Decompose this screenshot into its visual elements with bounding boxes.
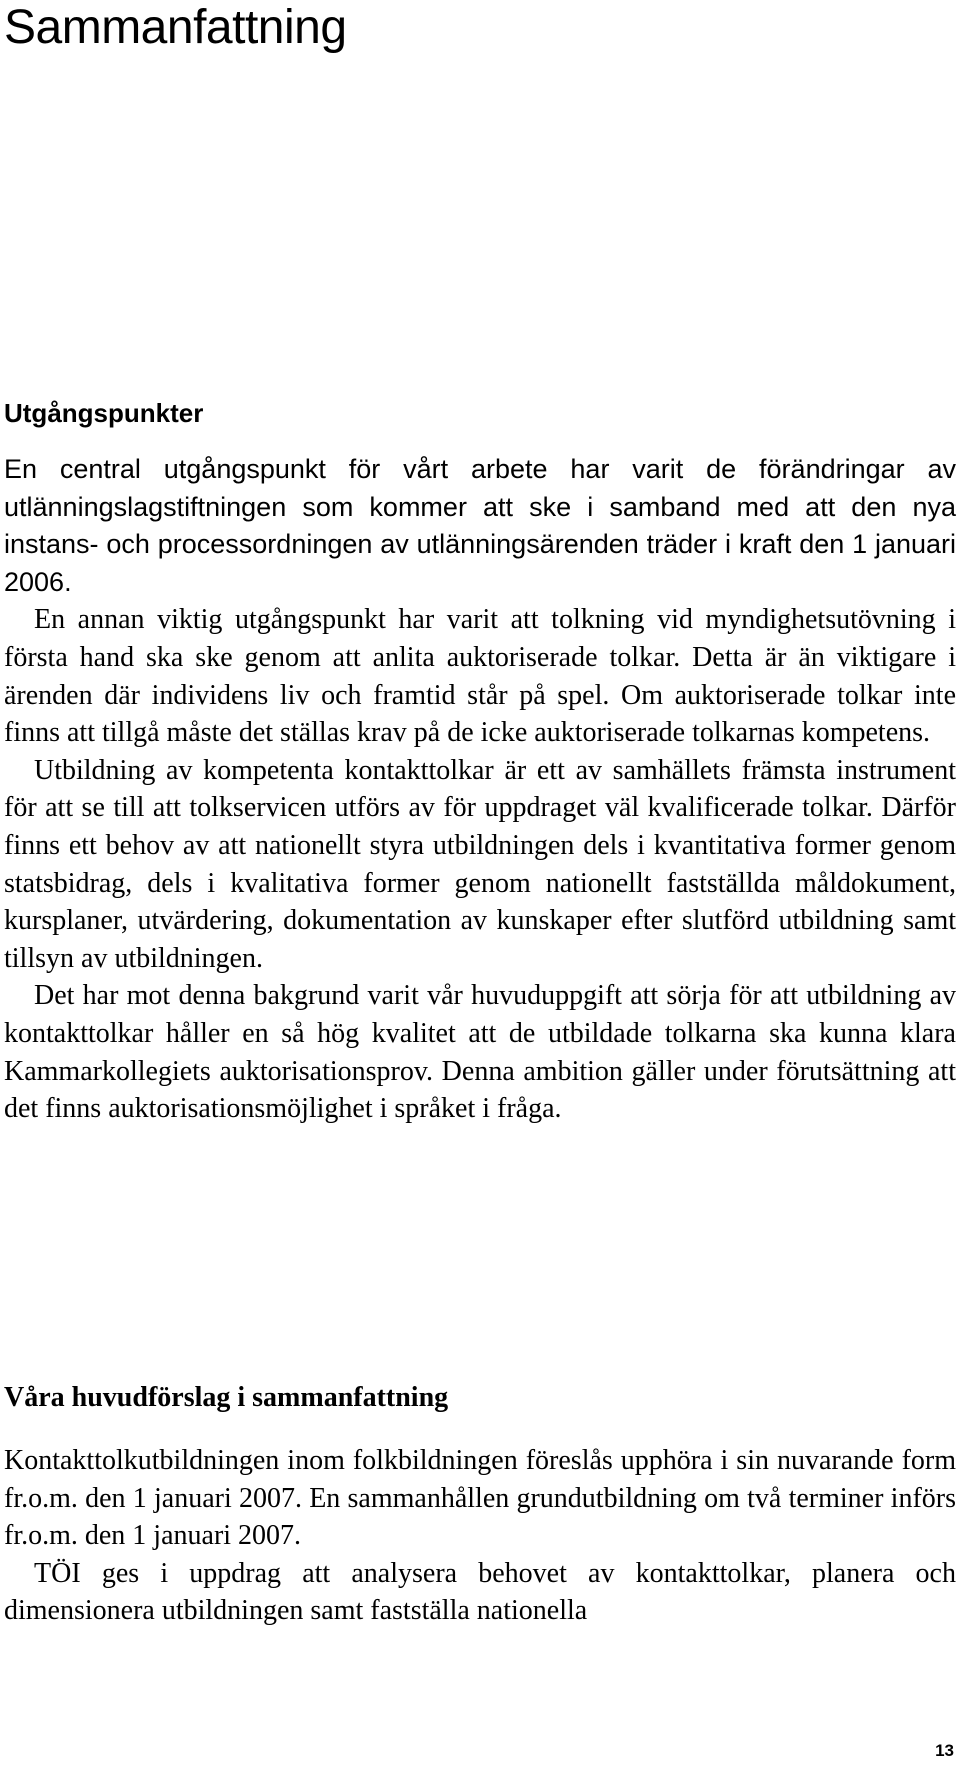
paragraph [4,451,956,601]
section-heading-utgangspunkter: Utgångspunkter [4,398,204,428]
paragraph: Utbildning av kompetenta kontakttolkar är ett av samhällets främsta instrument för att se till att tolkservicen utförs av för uppdraget väl kvalificerade tolkar. Därför finns ett behov av att nationellt styra utbildningen dels i kvantitativa former genom statsbidrag, dels i kvalitativa former genom nationellt fastställda måldokument, kursplaner, utvärdering, dokumentation av kunskaper efter slutförd utbildning samt tillsyn av utbildningen. [4,754,956,974]
paragraph-text: En central utgångspunkt för vårt arbete har varit de förändringar av utlänningslagstiftningen som kommer att ske i samband med att den nya instans- och processordningen av utlänningsärenden träder i kraft den 1 januari 2006. [4,454,956,597]
section-body-huvudforslag [4,1442,956,1630]
paragraph: Kontakttolkutbildningen inom folkbildningen föreslås upphöra i sin nuvarande form fr.o.m. den 1 januari 2007. En sammanhållen grundutbildning om två terminer införs fr.o.m. den 1 januari 2007. [4,1445,956,1552]
paragraph: Det har mot denna bakgrund varit vår huvuduppgift att sörja för att utbildning av kontakttolkar håller en så hög kvalitet att de utbildade tolkarna ska kunna klara Kammarkollegiets auktorisationsprov. Denna ambition gäller under förutsättning att det finns auktorisationsmöjlighet i språket i fråga. [4,980,956,1125]
page-title: Sammanfattning [4,1,347,54]
section-heading-huvudforslag: Våra huvudförslag i sammanfattning [4,1382,449,1413]
paragraph: En annan viktig utgångspunkt har varit att tolkning vid myndighetsutövning i första hand ska ske genom att anlita auktoriserade tolkar. Detta är än viktigare i ärenden där individens liv och framtid står på spel. Om auktoriserade tolkar inte finns att tillgå måste det ställas krav på de icke auktoriserade tolkarnas kompetens. [4,604,956,749]
section-body-utgangspunkter [4,451,956,1128]
page-number: 13 [935,1741,954,1760]
paragraph: TÖI ges i uppdrag att analysera behovet av kontakttolkar, planera och dimensionera utbildningen samt fastställa nationella [4,1557,956,1627]
